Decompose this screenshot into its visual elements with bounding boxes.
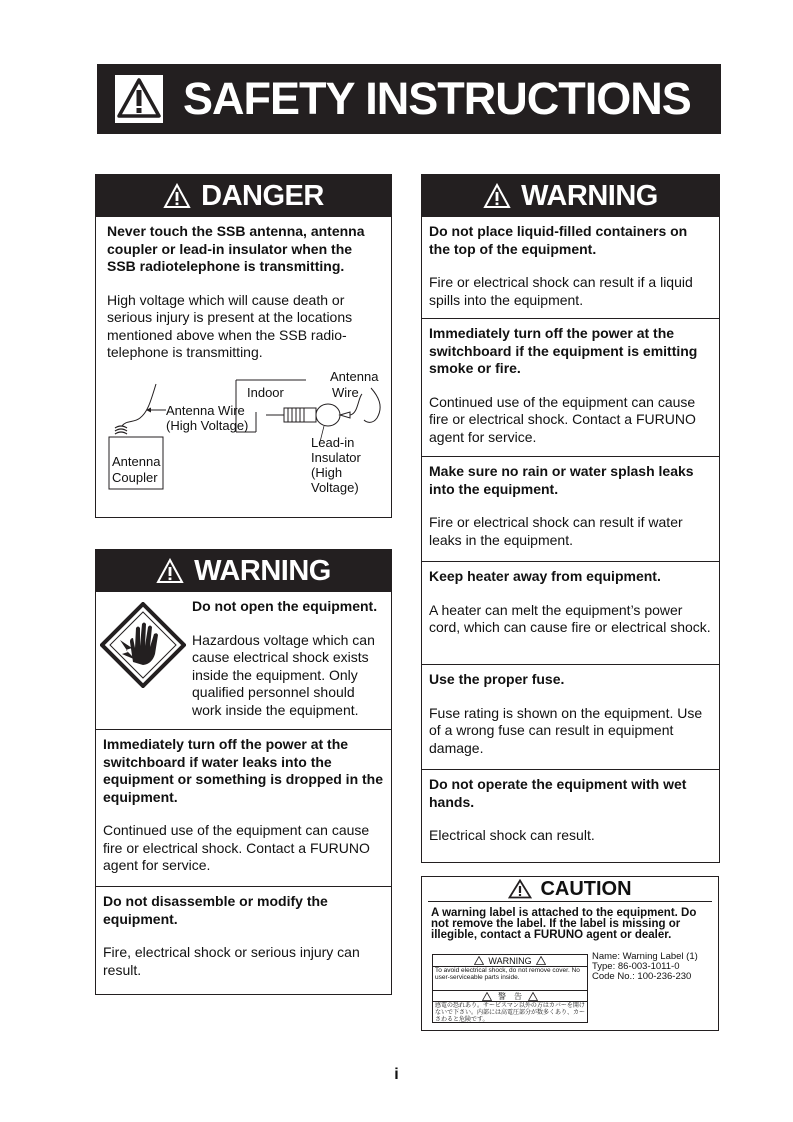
warning-triangle-icon <box>474 956 484 965</box>
danger-header <box>96 175 391 217</box>
electric-shock-hand-icon <box>100 602 186 688</box>
label-en-text: To avoid electrical shock, do not remove cover. No user-serviceable parts inside. <box>433 967 587 991</box>
warning-left-item <box>96 592 391 729</box>
warning-right-item <box>422 769 719 851</box>
warning-left-item <box>96 886 391 985</box>
caution-text: A warning label is attached to the equipment. Do not remove the label. If the label is missing or illegible, contact a FURUNO agent or dealer. <box>431 907 697 941</box>
warning-triangle-icon <box>483 183 511 209</box>
warning-triangle-icon <box>156 558 184 584</box>
warning-right-item <box>422 318 719 456</box>
caution-title: CAUTION <box>540 877 632 900</box>
page-title: SAFETY INSTRUCTIONS <box>183 73 691 124</box>
warning-right-bold-4: Keep heater away from equipment. <box>429 568 661 584</box>
label-name: Name: Warning Label (1) <box>592 951 698 962</box>
label-jp-title: 警 告 <box>498 991 522 1001</box>
warning-right-bold-5: Use the proper fuse. <box>429 671 565 687</box>
diagram-label-coupler-1: Antenna <box>112 454 161 469</box>
diagram-label-indoor: Indoor <box>247 385 284 400</box>
warning-right-normal-3: Fire or electrical shock can result if water leaks in the equipment. <box>429 514 683 548</box>
title-banner <box>97 64 721 134</box>
warning-right-normal-5: Fuse rating is shown on the equipment. Use of a wrong fuse can result in equipment damage. <box>429 704 703 756</box>
label-type: Type: 86-003-1011-0 <box>592 961 680 972</box>
warning-right-normal-2: Continued use of the equipment can cause fire or electrical shock. Contact a FURUNO agent for service. <box>429 393 696 445</box>
diagram-label-insulator-2: Insulator <box>311 450 361 465</box>
diagram-label-antenna-top: Antenna <box>330 369 379 384</box>
warning-right-normal-1: Fire or electrical shock can result if a liquid spills into the equipment. <box>429 274 693 308</box>
warning-label-sticker <box>432 954 588 1023</box>
warning-right-bold-2: Immediately turn off the power at the switchboard if the equipment is emitting smoke or fire. <box>429 325 698 376</box>
warning-right-normal-6: Electrical shock can result. <box>429 827 595 843</box>
warning-triangle-icon <box>536 956 546 965</box>
warning-right-bold-1: Do not place liquid-filled containers on the top of the equipment. <box>429 223 688 257</box>
diagram-label-wire-2: (High Voltage) <box>166 418 249 433</box>
warning-triangle-icon <box>163 183 191 209</box>
warning-right-title: WARNING <box>521 179 658 212</box>
label-code: Code No.: 100-236-230 <box>592 971 692 982</box>
warning-right-item <box>422 561 719 664</box>
diagram-label-insulator-1: Lead-in <box>311 435 355 450</box>
warning-box-left <box>95 549 392 995</box>
caution-header <box>428 877 712 902</box>
page-number: i <box>394 1066 399 1083</box>
warning-left-bold-3: Do not disassemble or modify the equipment. <box>103 893 328 927</box>
warning-left-bold-1: Do not open the equipment. <box>192 598 378 614</box>
diagram-label-coupler-2: Coupler <box>112 470 158 485</box>
warning-right-item <box>422 664 719 769</box>
warning-right-item <box>422 217 719 318</box>
warning-left-header <box>96 550 391 592</box>
warning-box-right <box>421 174 720 863</box>
danger-title: DANGER <box>201 179 324 212</box>
diagram-label-insulator-3: (High <box>311 465 343 480</box>
caution-box <box>421 876 719 1031</box>
warning-left-bold-2: Immediately turn off the power at the switchboard if water leaks into the equipment or something is dropped in the equipment. <box>103 736 384 805</box>
diagram-label-insulator-4: Voltage) <box>311 480 359 495</box>
warning-left-normal-2: Continued use of the equipment can cause fire or electrical shock. Contact a FURUNO agent for service. <box>103 822 370 873</box>
warning-right-item <box>422 456 719 561</box>
warning-triangle-icon <box>115 75 163 123</box>
warning-right-header <box>422 175 719 217</box>
warning-left-title: WARNING <box>194 554 331 587</box>
label-jp-text: 感電の恐れあり。サービスマン以外の方はカバーを開けないで下さい。内部には高電圧部分が数多くあり、カーさわると危険です。 <box>435 1003 586 1023</box>
label-warning-title: WARNING <box>488 955 532 966</box>
warning-triangle-icon <box>528 992 538 1001</box>
diagram-label-antenna-bottom: Wire <box>332 385 359 400</box>
warning-triangle-icon <box>508 879 532 899</box>
danger-normal-text: High voltage which will cause death or serious injury is present at the locations mentioned above when the SSB radio-telephone is transmitting. <box>107 291 353 360</box>
diagram-label-wire-1: Antenna Wire <box>166 403 245 418</box>
warning-left-normal-3: Fire, electrical shock or serious injury can result. <box>103 944 360 978</box>
warning-right-bold-3: Make sure no rain or water splash leaks into the equipment. <box>429 463 694 497</box>
warning-right-normal-4: A heater can melt the equipment’s power cord, which can cause fire or electrical shock. <box>429 601 711 635</box>
warning-left-item <box>96 729 391 886</box>
warning-left-normal-1: Hazardous voltage which can cause electrical shock exists inside the equipment. Only qualified personnel should work inside the equipment. <box>192 631 375 718</box>
warning-triangle-icon <box>482 992 492 1001</box>
danger-bold-text: Never touch the SSB antenna, antenna coupler or lead-in insulator when the SSB radiotelephone is transmitting. <box>107 223 365 274</box>
warning-right-bold-6: Do not operate the equipment with wet hands. <box>429 776 687 810</box>
danger-box <box>95 174 392 518</box>
